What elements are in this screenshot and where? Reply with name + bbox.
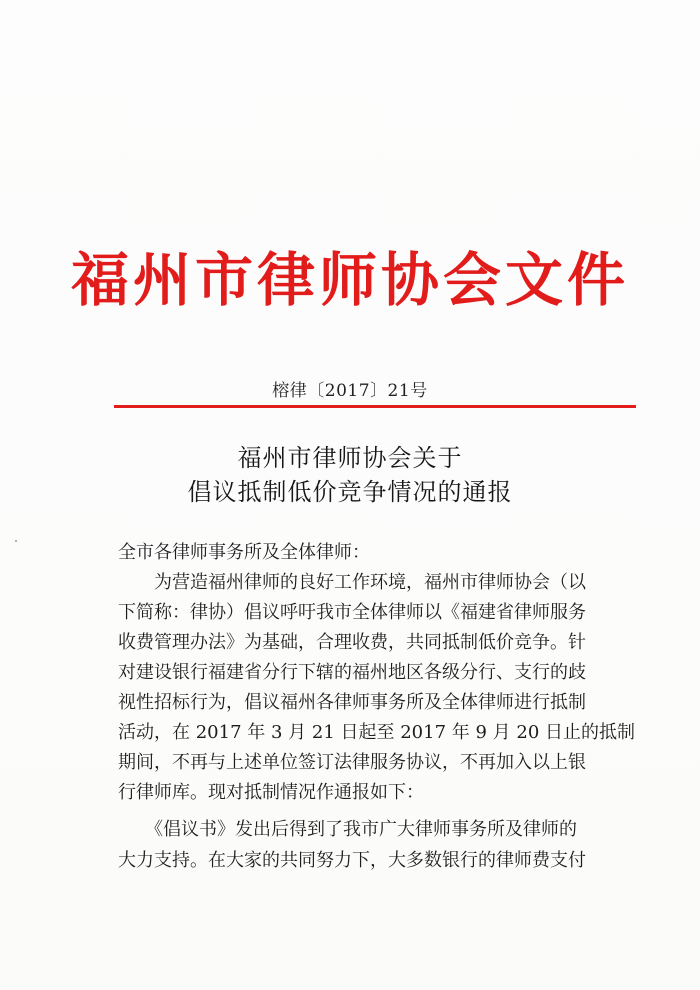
body-line: 《倡议书》发出后得到了我市广大律师事务所及律师的 [118, 819, 577, 840]
notice-title-line-1: 福州市律师协会关于 [237, 444, 463, 472]
document-number: 榕律〔2017〕21号 [272, 381, 428, 401]
body-line: 行律师库。现对抵制情况作通报如下： [118, 782, 424, 803]
body-line: 下简称：律协）倡议呼吁我市全体律师以《福建省律师服务 [118, 602, 586, 623]
body-line: 大力支持。在大家的共同努力下，大多数银行的律师费支付 [118, 850, 586, 871]
red-divider-line [114, 405, 636, 408]
salutation: 全市各律师事务所及全体律师： [118, 542, 370, 563]
body-line: 视性招标行为，倡议福州各律师事务所及全体律师进行抵制 [118, 692, 586, 713]
body-line: 收费管理办法》为基础，合理收费，共同抵制低价竞争。针 [118, 632, 586, 653]
document-masthead: 福州市律师协会文件 [70, 246, 629, 314]
paper-speck [15, 540, 17, 542]
body-line: 为营造福州律师的良好工作环境，福州市律师协会（以 [118, 572, 586, 593]
body-line: 期间，不再与上述单位签订法律服务协议，不再加入以上银 [118, 752, 586, 773]
body-line: 对建设银行福建省分行下辖的福州地区各级分行、支行的歧 [118, 662, 586, 683]
body-line: 活动，在 2017 年 3 月 21 日起至 2017 年 9 月 20 日止的抵制 [118, 722, 635, 743]
notice-title-line-2: 倡议抵制低价竞争情况的通报 [187, 478, 513, 506]
